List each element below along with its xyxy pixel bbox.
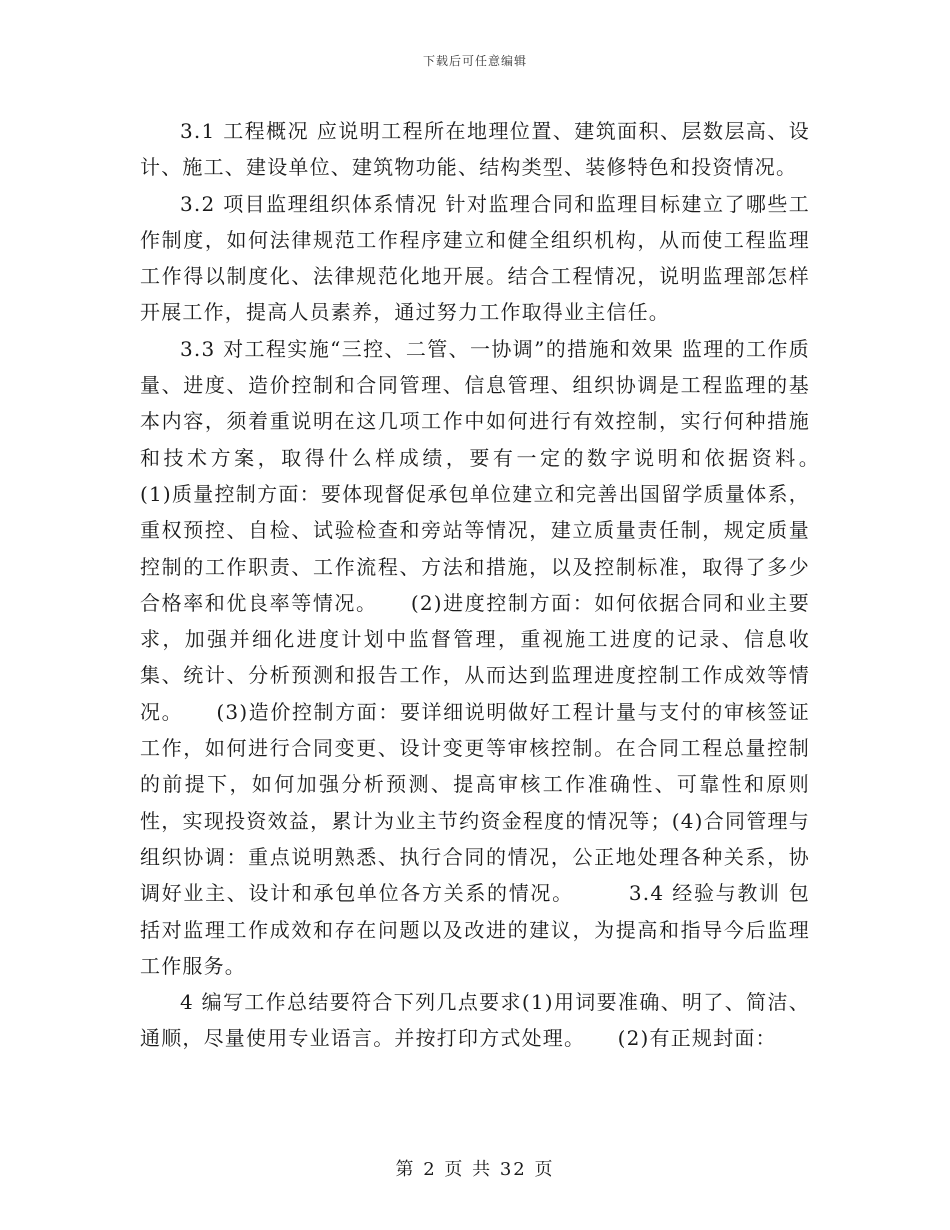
paragraph-4: 4 编写工作总结要符合下列几点要求(1)用词要准确、明了、简洁、通顺，尽量使用专业语言。并按打印方式处理。 (2)有正规封面： bbox=[140, 990, 810, 1051]
paragraph-3-3: 3.3 对工程实施“三控、二管、一协调”的措施和效果 监理的工作质量、进度、造价控制和合同管理、信息管理、组织协调是工程监理的基本内容，须着重说明在这几项工作中如何进行有效控制，实行何种措施和技术方案，取得什么样成绩，要有一定的数字说明和依据资料。 (1)质量控制方面：要体现督促承包单位建立和完善出国留学质量体系，重权预控、自检、试验检查和旁站等情况，建立质量责任制，规定质量控制的工作职责、工作流程、方法和措施，以及控制标准，取得了多少合格率和优良率等情况。 (2)进度控制方面：如何依据合同和业主要求，加强并细化进度计划中监督管理，重视施工进度的记录、信息收集、统计、分析预测和报告工作，从而达到监理进度控制工作成效等情况。 (3)造价控制方面：要详细说明做好工程计量与支付的审核签证工作，如何进行合同变更、设计变更等审核控制。在合同工程总量控制的前提下，如何加强分析预测、提高审核工作准确性、可靠性和原则性，实现投资效益，累计为业主节约资金程度的情况等；(4)合同管理与组织协调：重点说明熟悉、执行合同的情况，公正地处理各种关系，协调好业主、设计和承包单位各方关系的情况。 3.4 经验与教训 包括对监理工作成效和存在问题以及改进的建议，为提高和指导今后监理工作服务。 bbox=[140, 336, 853, 978]
page-footer: 第 2 页 共 32 页 bbox=[395, 1159, 555, 1180]
paragraph-3-2: 3.2 项目监理组织体系情况 针对监理合同和监理目标建立了哪些工作制度，如何法律规范工作程序建立和健全组织机构，从而使工程监理工作得以制度化、法律规范化地开展。结合工程情况，说明监理部怎样开展工作，提高人员素养，通过努力工作取得业主信任。 bbox=[140, 191, 810, 325]
paragraph-3-1: 3.1 工程概况 应说明工程所在地理位置、建筑面积、层数层高、设计、施工、建设单位、建筑物功能、结构类型、装修特色和投资情况。 bbox=[140, 119, 810, 180]
body-text bbox=[140, 113, 853, 1057]
page-header: 下载后可任意编辑 bbox=[422, 54, 527, 68]
